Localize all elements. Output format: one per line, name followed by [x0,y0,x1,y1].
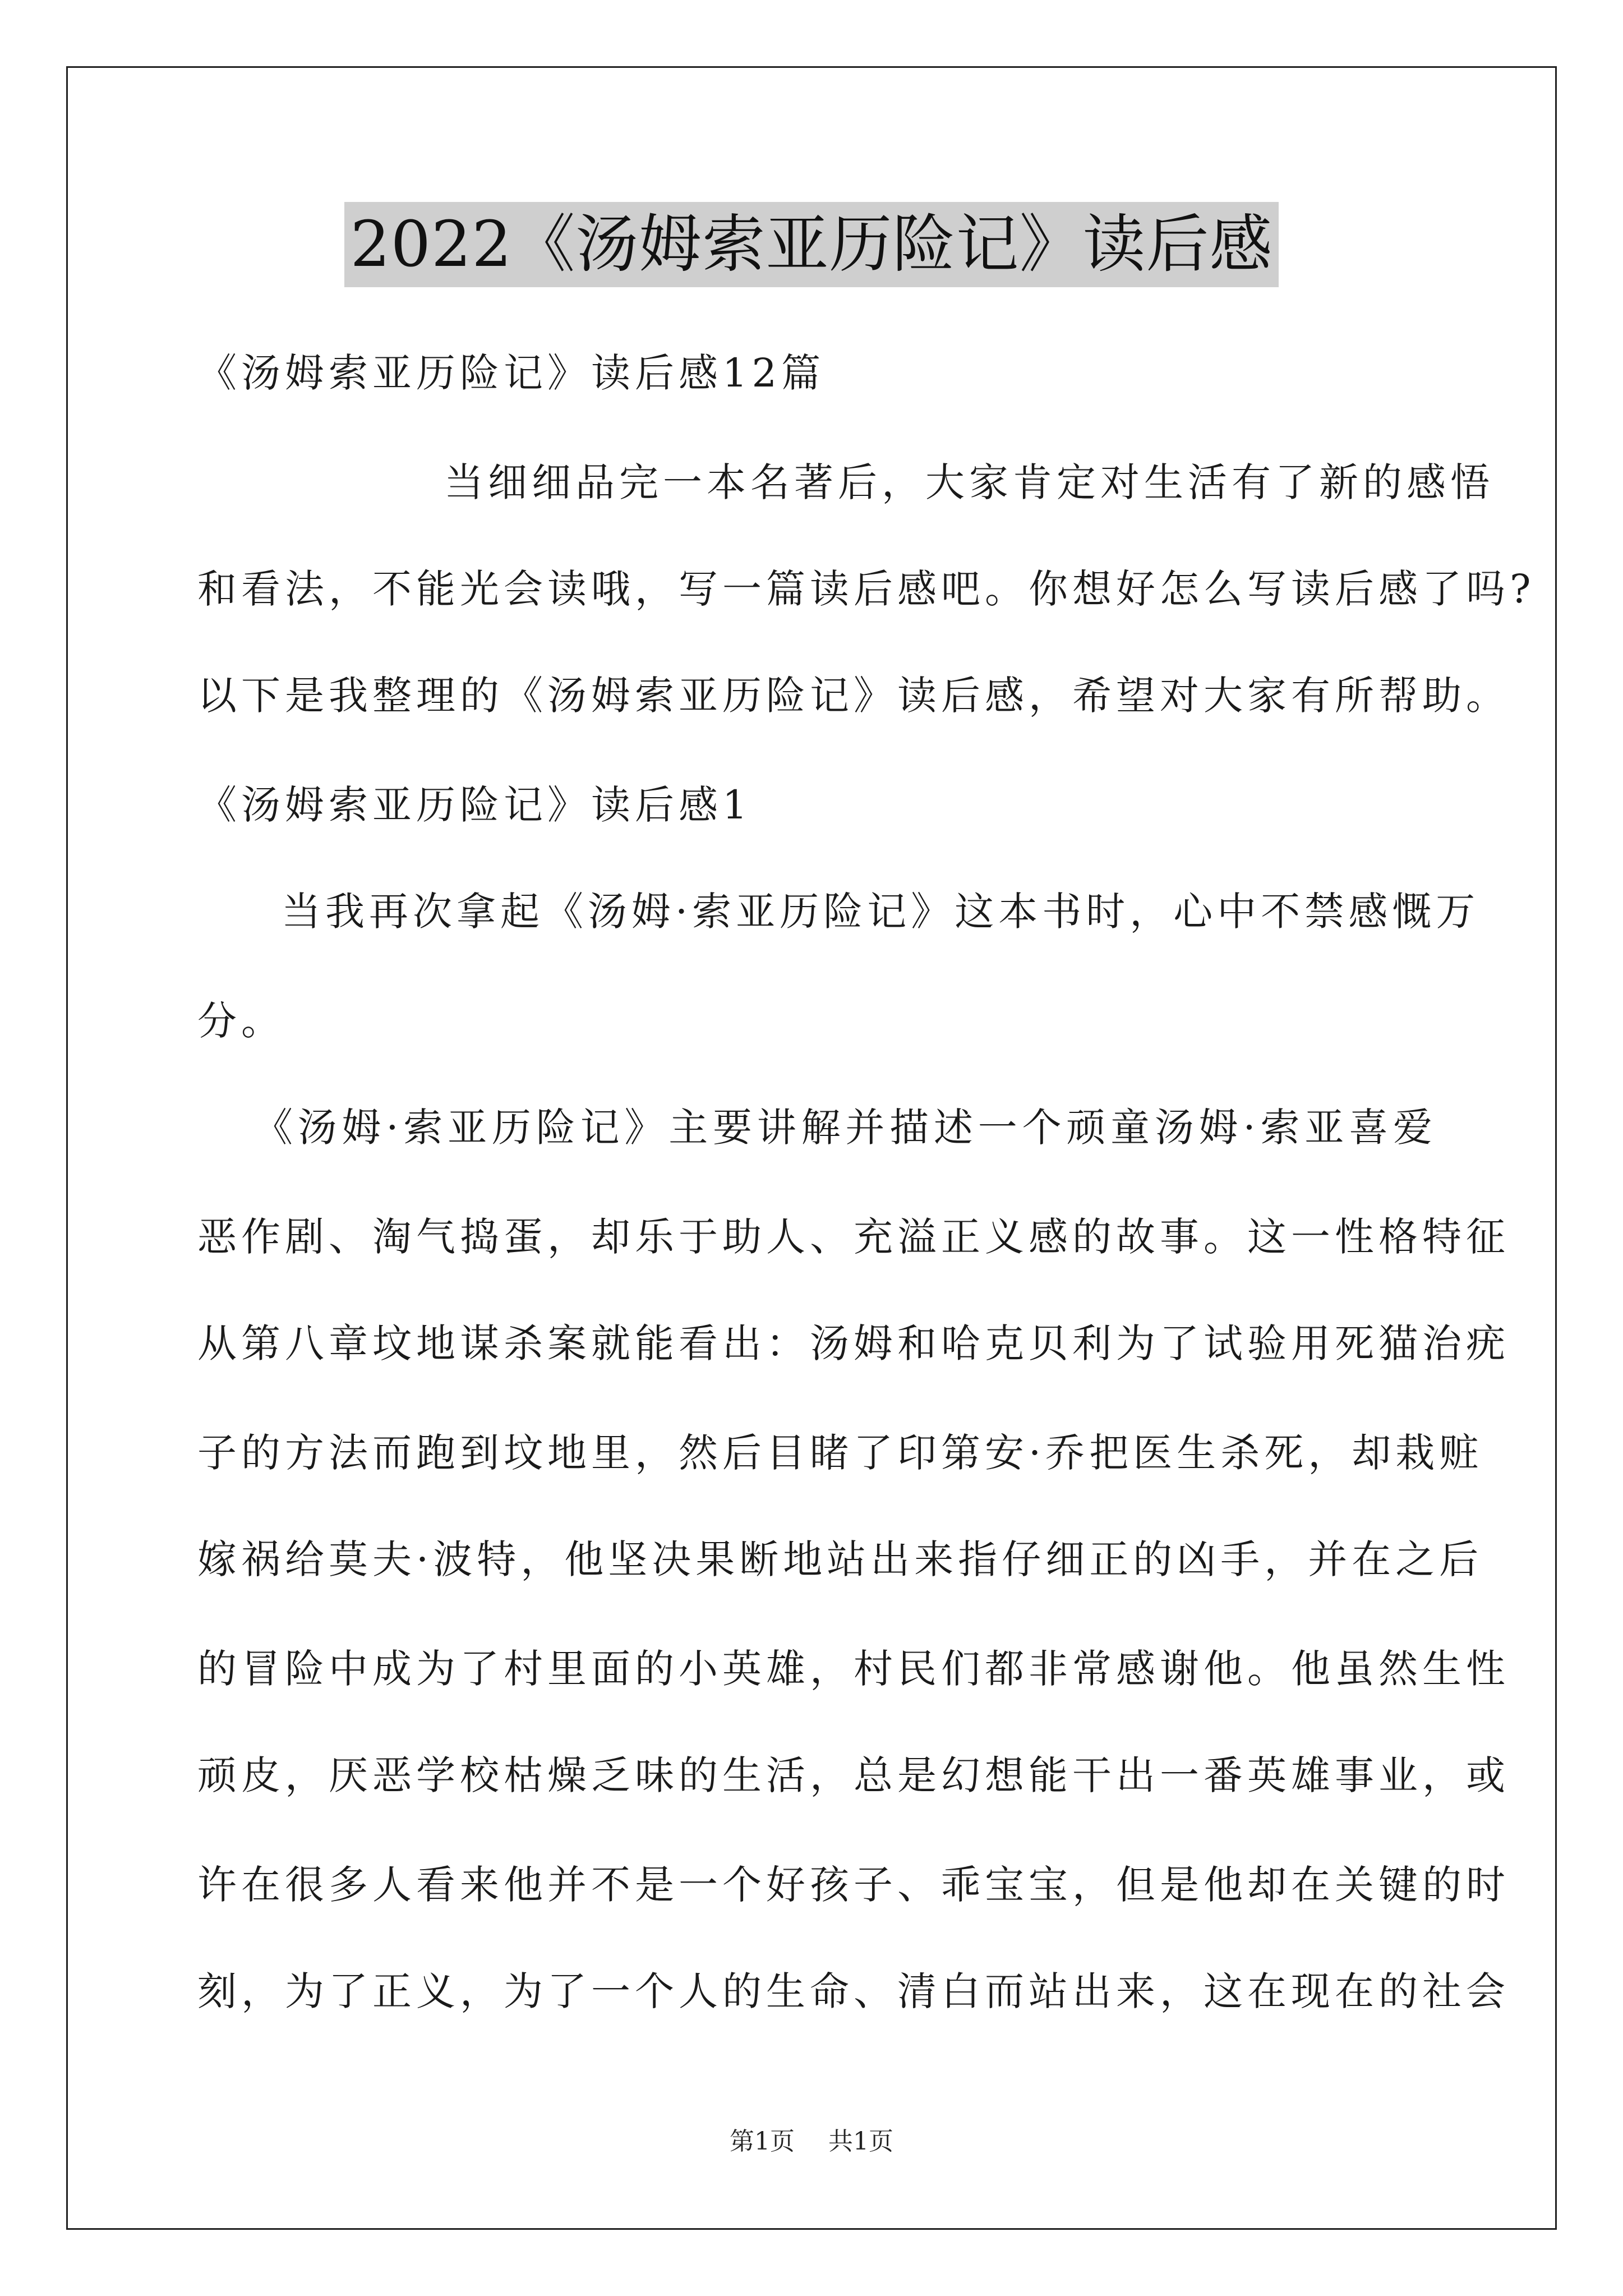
title-container [0,202,1623,287]
intro-line-3: 以下是我整理的《汤姆索亚历险记》读后感，希望对大家有所帮助。 [197,673,1510,719]
page-total: 共1页 [828,2127,893,2156]
page-footer [0,2126,1623,2157]
para2-line-5: 嫁祸给莫夫·波特，他坚决果断地站出来指仔细正的凶手，并在之后 [197,1536,1483,1582]
document-title: 2022《汤姆索亚历险记》读后感 [344,202,1278,287]
subtitle-line: 《汤姆索亚历险记》读后感12篇 [197,350,826,396]
para1-line-1: 当我再次拿起《汤姆·索亚历险记》这本书时，心中不禁感慨万 [282,889,1480,935]
para2-line-3: 从第八章坟地谋杀案就能看出：汤姆和哈克贝利为了试验用死猫治疣 [197,1320,1510,1366]
para1-line-2: 分。 [197,998,285,1044]
para2-line-6: 的冒险中成为了村里面的小英雄，村民们都非常感谢他。他虽然生性 [197,1646,1510,1692]
intro-line-2: 和看法，不能光会读哦，写一篇读后感吧。你想好怎么写读后感了吗? [197,566,1536,612]
intro-line-1: 当细细品完一本名著后，大家肯定对生活有了新的感悟 [444,459,1494,505]
page-number: 第1页 [730,2127,795,2156]
para2-line-7: 顽皮，厌恶学校枯燥乏味的生活，总是幻想能干出一番英雄事业，或 [197,1752,1510,1798]
section-heading: 《汤姆索亚历险记》读后感1 [197,782,752,828]
para2-line-1: 《汤姆·索亚历险记》主要讲解并描述一个顽童汤姆·索亚喜爱 [253,1105,1437,1151]
para2-line-2: 恶作剧、淘气捣蛋，却乐于助人、充溢正义感的故事。这一性格特征 [197,1214,1510,1260]
para2-line-9: 刻，为了正义，为了一个人的生命、清白而站出来，这在现在的社会 [197,1968,1510,2014]
para2-line-4: 子的方法而跑到坟地里，然后目睹了印第安·乔把医生杀死，却栽赃 [197,1430,1483,1476]
para2-line-8: 许在很多人看来他并不是一个好孩子、乖宝宝，但是他却在关键的时 [197,1862,1510,1908]
